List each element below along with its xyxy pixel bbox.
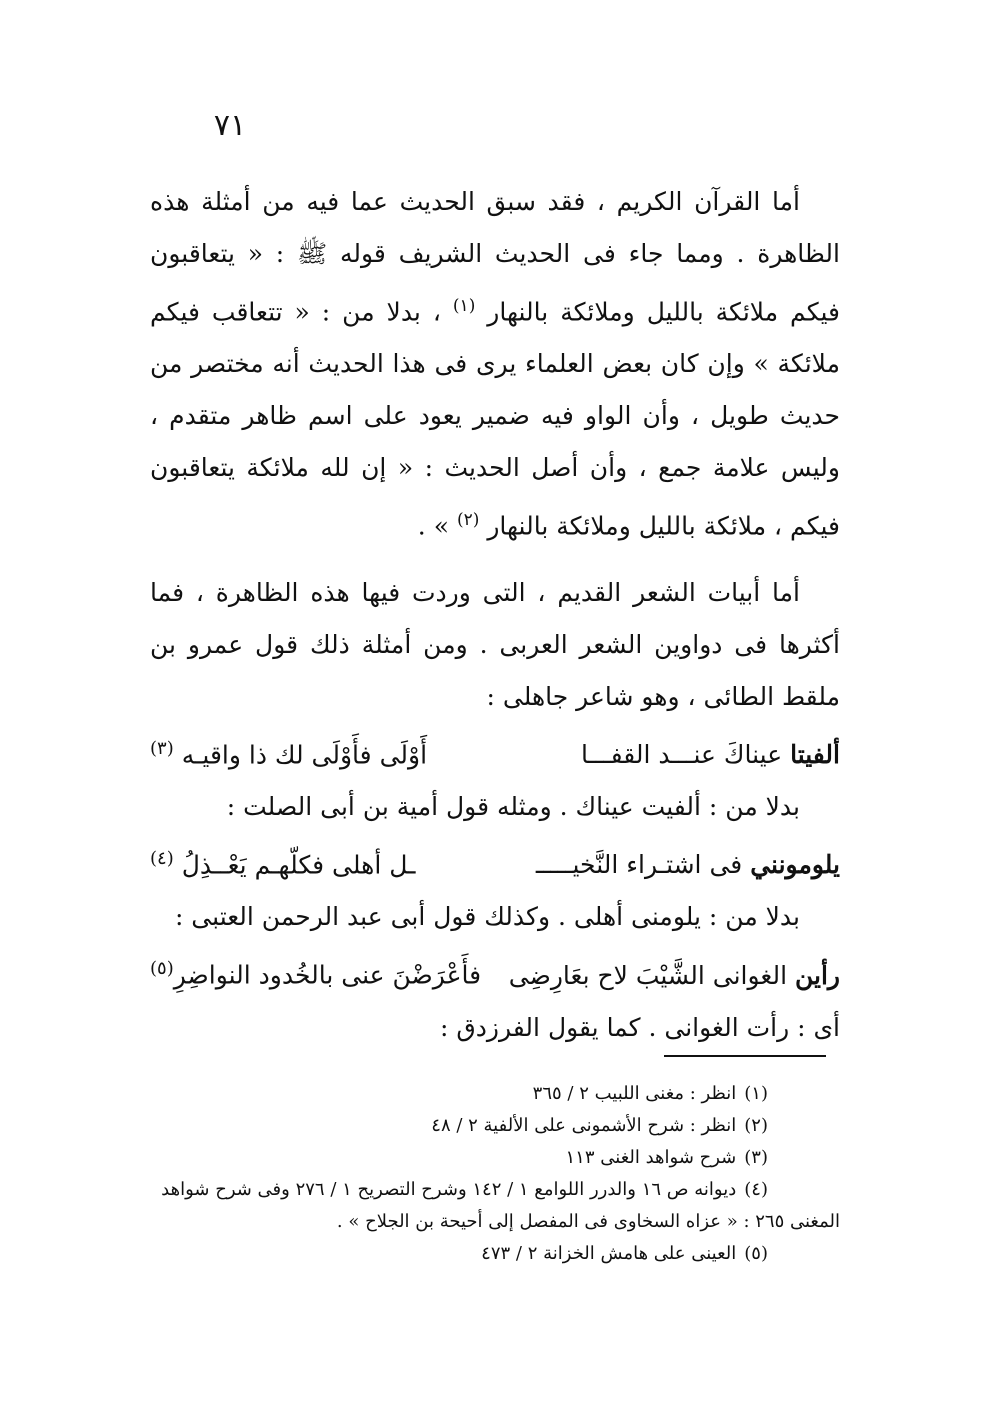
after-verse-3: أى : رأت الغوانى . كما يقول الفرزدق :	[440, 1012, 840, 1042]
footnote-ref-1: (١)	[452, 296, 476, 316]
footnote-4-text: ديوانه ص ١٦ والدرر اللوامع ١ / ١٤٢ وشرح التصريح ١ / ٢٧٦ وفى شرح شواهد	[161, 1179, 737, 1200]
verse-2-second-hemistich	[150, 833, 416, 891]
footnote-2-text: انظر : شرح الأشمونى على الألفية ٢ / ٤٨	[431, 1115, 737, 1136]
main-text	[150, 176, 840, 1054]
verse-1-second-text: أَوْلَى فأَوْلَى لك ذا واقيـه	[181, 739, 428, 769]
footnote-separator	[664, 1055, 826, 1057]
footnote-ref-2: (٢)	[456, 510, 480, 531]
verse-2	[150, 833, 840, 891]
footnote-ref-5: (٥)	[150, 958, 174, 980]
footnote-3-number: (٣)	[744, 1147, 768, 1168]
paragraph-poetry-intro: أما أبيات الشعر القديم ، التى وردت فيها هذه الظاهرة ، فما أكثرها فى دواوين الشعر العربى . ومن أمثلة ذلك قول عمرو بن ملقط الطائى ، وهو شاعر جاهلى :	[150, 577, 840, 711]
page-number: ٧١	[213, 108, 247, 143]
footnote-5-text: العينى على هامش الخزانة ٢ / ٤٧٣	[481, 1243, 737, 1264]
verse-1-lead-word: ألفيتا	[790, 739, 840, 769]
paragraph-text-3: » .	[417, 511, 449, 541]
verse-1-first-hemistich	[581, 729, 840, 781]
verse-3-first-hemistich	[509, 950, 840, 1002]
verse-2-second-text: ـل أهلى فكلّهـم يَعْــذِلُ	[181, 850, 416, 880]
verse-1-second-hemistich	[150, 723, 427, 781]
verse-2-first-hemistich	[536, 839, 840, 891]
verse-3-first-rest: الغوانى الشَّيْبَ لاح بعَارِضِى	[508, 960, 788, 990]
after-verse-2: بدلا من : يلومنى أهلى . وكذلك قول أبى عبد الرحمن العتبى :	[174, 902, 800, 932]
footnote-4-continuation: المغنى ٢٦٥ : « عزاه السخاوى فى المفصل إلى أحيحة بن الجلاح » .	[336, 1211, 840, 1232]
footnote-1-text: انظر : مغنى اللبيب ٢ / ٣٦٥	[532, 1083, 737, 1104]
footnote-5	[150, 1238, 840, 1270]
paragraph-text-2: ، بدلا من : « تتعاقب فيكم ملائكة » وإن كان بعض العلماء يرى فى هذا الحديث أنه مختصر من حديث طويل ، وأن الواو فيه ضمير يعود على اسم ظاهر متقدم ، وليس علامة جمع ، وأن أصل الحديث : « إن لله ملائكة يتعاقبون فيكم ، ملائكة بالليل وملائكة بالنهار	[150, 297, 840, 541]
footnote-ref-4: (٤)	[150, 847, 174, 869]
verse-3-second-hemistich	[150, 943, 481, 1001]
footnote-3	[150, 1142, 840, 1174]
verse-2-first-rest: فى اشتـراء النَّخيـــــ	[535, 850, 743, 880]
after-verse-1: بدلا من : ألفيت عيناك . ومثله قول أمية بن أبى الصلت :	[226, 791, 800, 821]
footnote-3-text: شرح شواهد الغنى ١١٣	[565, 1147, 737, 1168]
verse-1	[150, 723, 840, 781]
verse-3-lead-word: رأين	[794, 960, 840, 990]
footnotes	[150, 1078, 840, 1270]
verse-3	[150, 943, 840, 1001]
footnote-2	[150, 1110, 840, 1142]
paragraph-text-1: أما القرآن الكريم ، فقد سبق الحديث عما فيه من أمثلة هذه الظاهرة . ومما جاء فى الحديث الشريف قوله ﷺ : « يتعاقبون فيكم ملائكة بالليل وملائكة بالنهار	[150, 187, 840, 327]
footnote-2-number: (٢)	[744, 1115, 768, 1136]
footnote-5-number: (٥)	[744, 1243, 768, 1264]
footnote-ref-3: (٣)	[150, 737, 174, 759]
verse-1-first-rest: عيناكَ عنـــد القفـــا	[581, 739, 783, 769]
verse-2-lead-word: يلومونني	[750, 850, 840, 880]
footnote-4-number: (٤)	[744, 1179, 768, 1200]
footnote-4	[150, 1174, 840, 1206]
footnote-1-number: (١)	[744, 1083, 768, 1104]
footnote-1	[150, 1078, 840, 1110]
verse-3-second-text: فأَعْرَضْنَ عنى بالخُدود النواضِرِ	[173, 960, 482, 990]
paragraph-hadith	[150, 176, 840, 553]
